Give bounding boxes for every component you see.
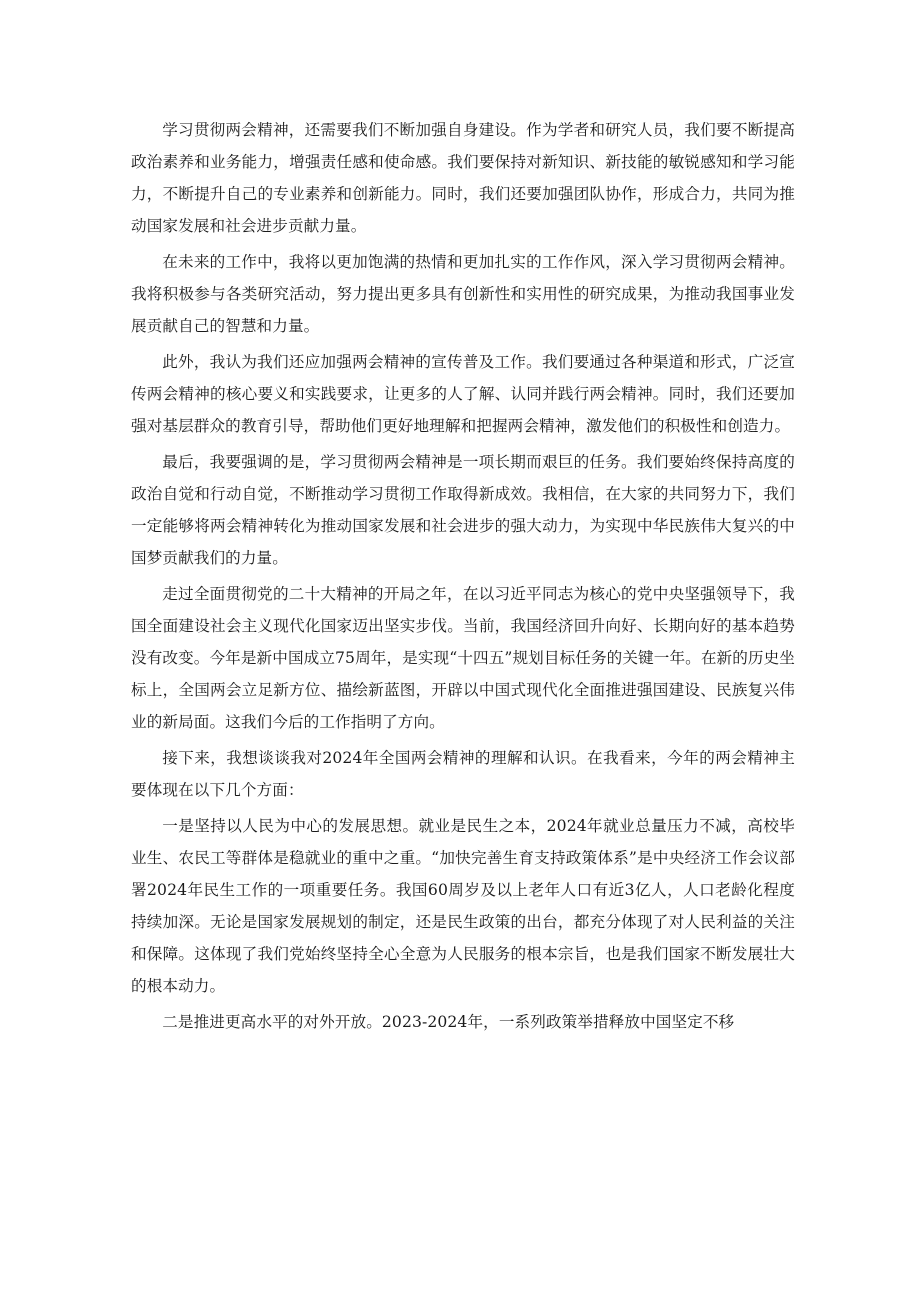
paragraph-future-work: 在未来的工作中，我将以更加饱满的热情和更加扎实的工作作风，深入学习贯彻两会精神。我将积极参与各类研究活动，努力提出更多具有创新性和实用性的研究成果，为推动我国事业发展贡献自己的智慧和力量。 [131,253,795,335]
document-body [131,114,795,1042]
paragraph-opening-up: 二是推进更高水平的对外开放。2023-2024年，一系列政策举措释放中国坚定不移 [162,1013,735,1031]
paragraph-conclusion: 最后，我要强调的是，学习贯彻两会精神是一项长期而艰巨的任务。我们要始终保持高度的政治自觉和行动自觉，不断推动学习贯彻工作取得新成效。我相信，在大家的共同努力下，我们一定能够将两会精神转化为推动国家发展和社会进步的强大动力，为实现中华民族伟大复兴的中国梦贡献我们的力量。 [131,453,795,567]
paragraph-publicity: 此外，我认为我们还应加强两会精神的宣传普及工作。我们要通过各种渠道和形式，广泛宣传两会精神的核心要义和实践要求，让更多的人了解、认同并践行两会精神。同时，我们还要加强对基层群众的教育引导，帮助他们更好地理解和把握两会精神，激发他们的积极性和创造力。 [131,353,795,435]
paragraph-people-centered: 一是坚持以人民为中心的发展思想。就业是民生之本，2024年就业总量压力不减，高校毕业生、农民工等群体是稳就业的重中之重。“加快完善生育支持政策体系”是中央经济工作会议部署2024年民生工作的一项重要任务。我国60周岁及以上老年人口有近3亿人，人口老龄化程度持续加深。无论是国家发展规划的制定，还是民生政策的出台，都充分体现了对人民利益的关注和保障。这体现了我们党始终坚持全心全意为人民服务的根本宗旨，也是我们国家不断发展壮大的根本动力。 [131,817,795,995]
paragraph-understanding: 接下来，我想谈谈我对2024年全国两会精神的理解和认识。在我看来，今年的两会精神主要体现在以下几个方面： [131,749,795,799]
paragraph-self-building: 学习贯彻两会精神，还需要我们不断加强自身建设。作为学者和研究人员，我们要不断提高政治素养和业务能力，增强责任感和使命感。我们要保持对新知识、新技能的敏锐感知和学习能力，不断提升自己的专业素养和创新能力。同时，我们还要加强团队协作，形成合力，共同为推动国家发展和社会进步贡献力量。 [131,121,795,235]
paragraph-background: 走过全面贯彻党的二十大精神的开局之年，在以习近平同志为核心的党中央坚强领导下，我国全面建设社会主义现代化国家迈出坚实步伐。当前，我国经济回升向好、长期向好的基本趋势没有改变。今年是新中国成立75周年，是实现“十四五”规划目标任务的关键一年。在新的历史坐标上，全国两会立足新方位、描绘新蓝图，开辟以中国式现代化全面推进强国建设、民族复兴伟业的新局面。这我们今后的工作指明了方向。 [131,585,795,731]
